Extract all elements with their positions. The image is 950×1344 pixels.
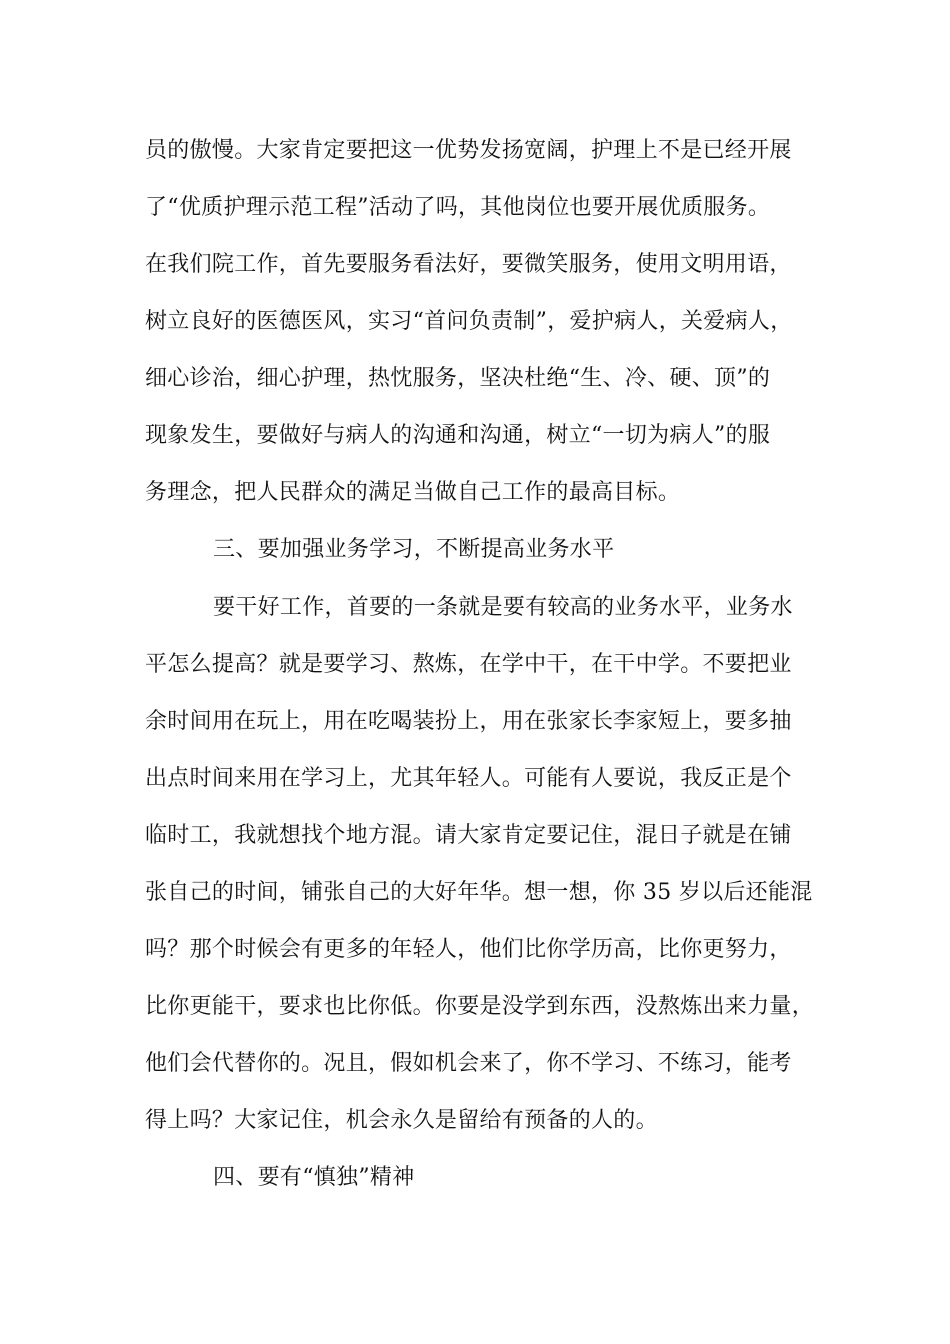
paragraph-line: 吗？那个时候会有更多的年轻人，他们比你学历高，比你更努力， (145, 937, 792, 962)
paragraph-line: 在我们院工作，首先要服务看法好，要微笑服务，使用文明用语， (145, 252, 792, 277)
section-heading-4: 四、要有“慎独”精神 (213, 1165, 415, 1190)
paragraph-line: 临时工，我就想找个地方混。请大家肯定要记住，混日子就是在铺 (145, 823, 792, 848)
paragraph-line: 张自己的时间，铺张自己的大好年华。想一想，你 35 岁以后还能混 (145, 880, 813, 905)
paragraph-line: 比你更能干，要求也比你低。你要是没学到东西，没熬炼出来力量， (145, 994, 815, 1019)
paragraph-line: 得上吗？大家记住，机会永久是留给有预备的人的。 (145, 1108, 658, 1133)
paragraph-line: 细心诊治，细心护理，热忱服务，坚决杜绝“生、冷、硬、顶”的 (145, 366, 771, 391)
paragraph-line: 员的傲慢。大家肯定要把这一优势发扬宽阔，护理上不是已经开展 (145, 138, 792, 163)
section-heading-3: 三、要加强业务学习，不断提高业务水平 (213, 537, 615, 562)
paragraph-line: 平怎么提高？就是要学习、熬炼，在学中干，在干中学。不要把业 (145, 652, 792, 677)
paragraph-line: 务理念，把人民群众的满足当做自己工作的最高目标。 (145, 480, 681, 505)
paragraph-line: 他们会代替你的。况且，假如机会来了，你不学习、不练习，能考 (145, 1051, 792, 1076)
paragraph-line: 现象发生，要做好与病人的沟通和沟通，树立“一切为病人”的服 (145, 423, 771, 448)
paragraph-line: 树立良好的医德医风，实习“首问负责制”，爱护病人，关爱病人， (145, 309, 793, 334)
paragraph-line: 了“优质护理示范工程”活动了吗，其他岗位也要开展优质服务。 (145, 195, 771, 220)
paragraph-line: 要干好工作，首要的一条就是要有较高的业务水平，业务水 (213, 595, 793, 620)
paragraph-line: 余时间用在玩上，用在吃喝装扮上，用在张家长李家短上，要多抽 (145, 709, 792, 734)
paragraph-line: 出点时间来用在学习上，尤其年轻人。可能有人要说，我反正是个 (145, 766, 792, 791)
